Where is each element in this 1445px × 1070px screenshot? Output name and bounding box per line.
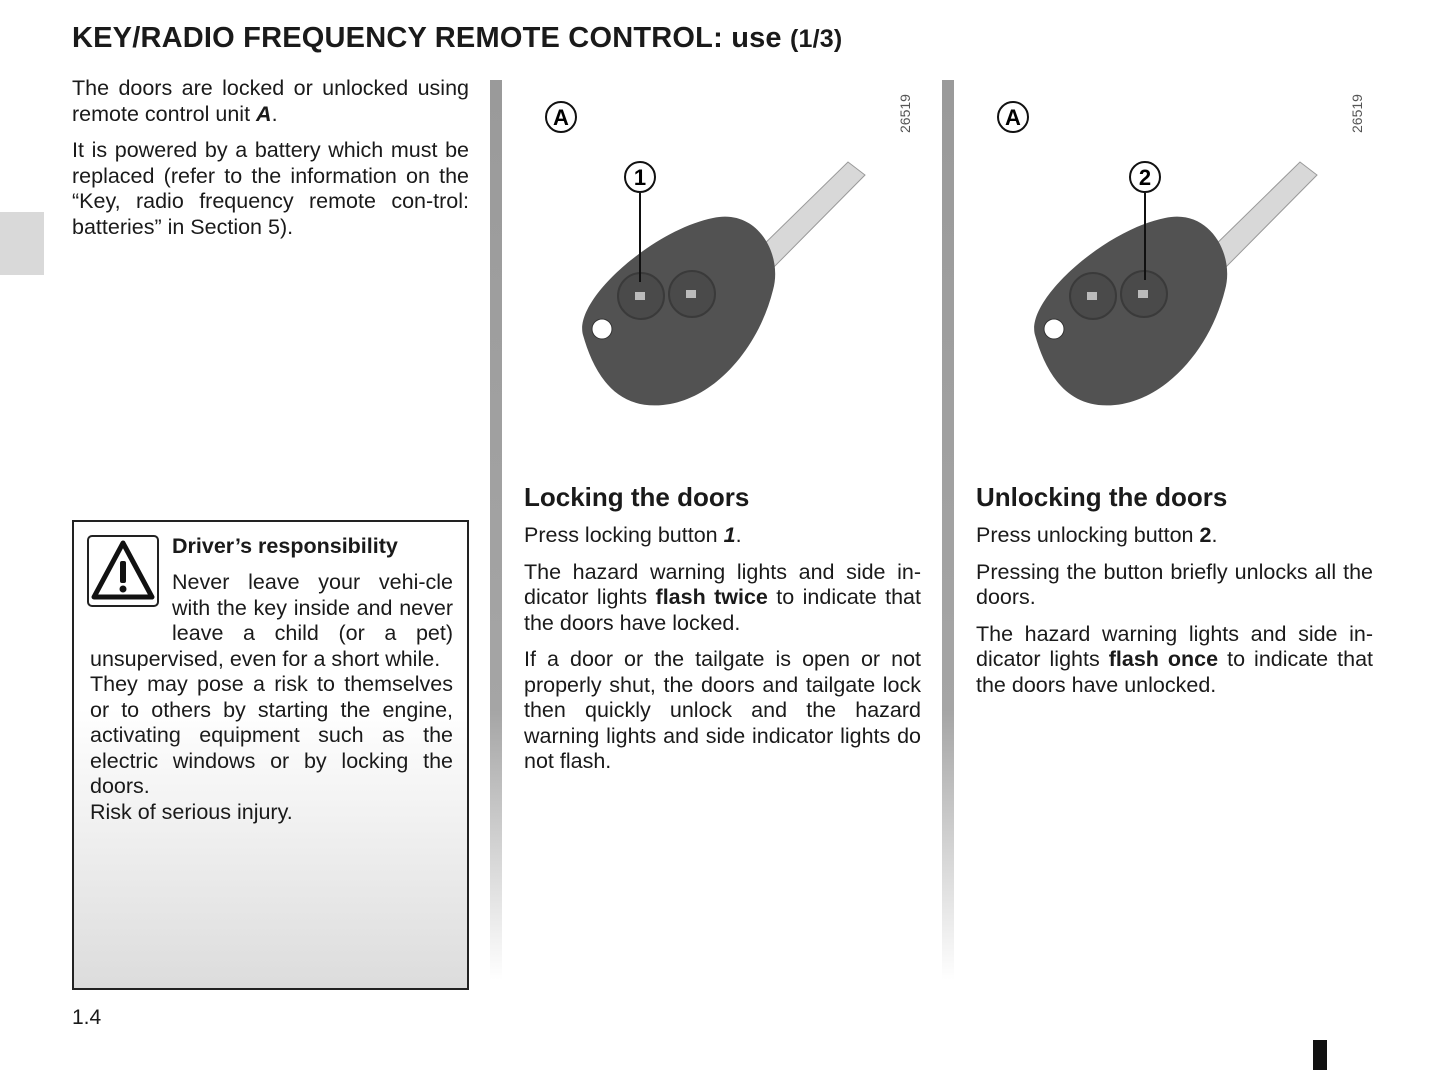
section-heading: Locking the doors	[524, 482, 750, 512]
figure-number: 26519	[1349, 94, 1365, 133]
figure-number: 26519	[897, 94, 913, 133]
paragraph: If a door or the tailgate is open or not properly shut, the doors and tailgate lock then quickly unlock and the hazard warning lights and side indicator lights do not flash.	[524, 647, 921, 773]
remote-key-icon	[503, 80, 942, 470]
svg-text:A: A	[553, 105, 569, 130]
column-divider	[490, 80, 502, 980]
svg-text:1: 1	[633, 165, 647, 190]
paragraph: The hazard warning lights and side in-dicator lights flash once to indicate that the doors have unlocked.	[976, 621, 1374, 697]
page-number: 1.4	[72, 1006, 102, 1029]
warning-title: Driver’s responsibility	[172, 534, 398, 558]
unlocking-section	[976, 482, 1373, 709]
intro-text	[72, 76, 469, 251]
intro-paragraph: The doors are locked or unlocked using remote control unit A.	[72, 76, 469, 126]
key-illustration-locking	[503, 80, 942, 470]
remote-key-icon	[955, 80, 1394, 470]
svg-text:2: 2	[1138, 165, 1152, 190]
locking-section	[524, 482, 921, 786]
page-edge-marker	[1313, 1040, 1327, 1070]
paragraph: Press unlocking button 2.	[976, 523, 1218, 547]
warning-text: Risk of serious injury.	[90, 799, 293, 824]
intro-paragraph: It is powered by a battery which must be replaced (refer to the information on the “Key, radio frequency remote con-trol: batteries” in Section 5).	[72, 138, 469, 239]
section-tab	[0, 212, 44, 275]
warning-text: Never leave your vehi-cle with the key inside and never leave a child (or a pet) unsupervised, even for a short while.	[90, 570, 453, 671]
section-heading: Unlocking the doors	[976, 482, 1228, 512]
paragraph: Press locking button 1.	[524, 523, 742, 547]
key-illustration-unlocking	[955, 80, 1394, 470]
paragraph: Pressing the button briefly unlocks all the doors.	[976, 559, 1373, 609]
page-title: KEY/RADIO FREQUENCY REMOTE CONTROL: use (1/3)	[72, 22, 843, 54]
paragraph: The hazard warning lights and side in-dicator lights flash twice to indicate that the doors have locked.	[524, 559, 921, 635]
column-divider	[942, 80, 954, 980]
warning-box	[72, 520, 469, 990]
svg-text:A: A	[1005, 105, 1021, 130]
warning-text: They may pose a risk to themselves or to others by starting the engine, activating equipment such as the electric windows or by locking the doors.	[90, 672, 453, 798]
